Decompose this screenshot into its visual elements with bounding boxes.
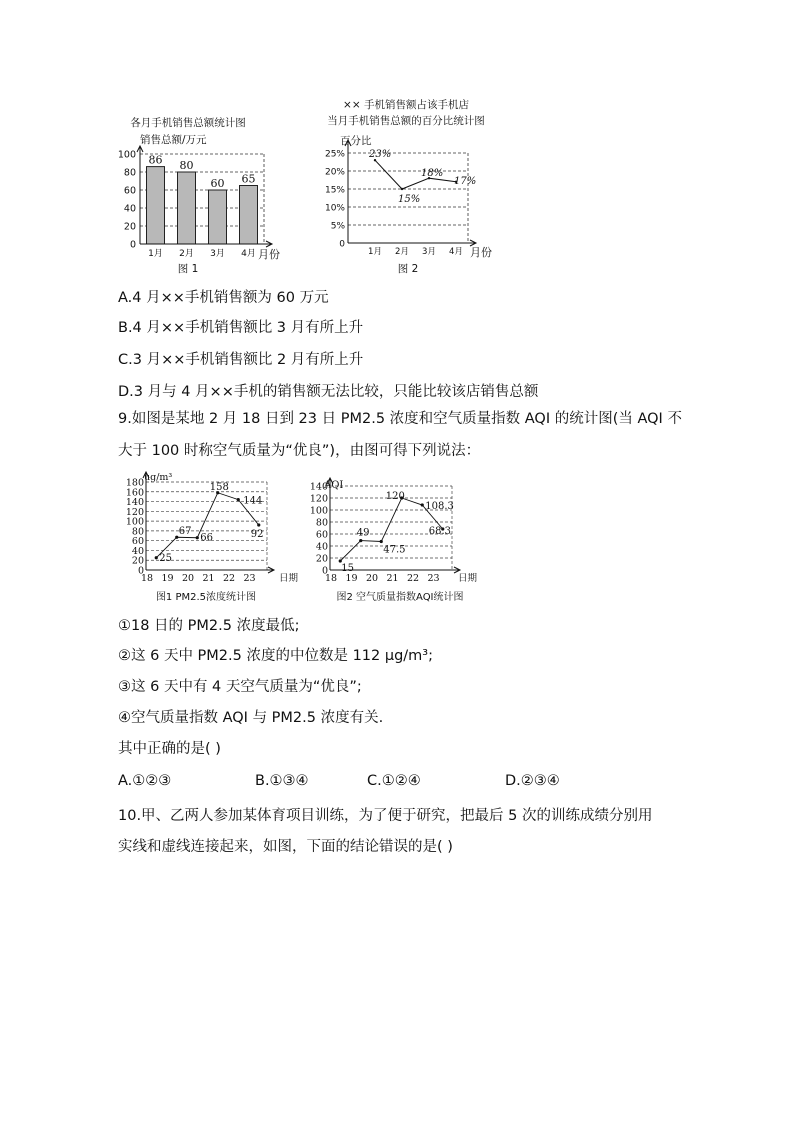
figure-caption: 图2 空气质量指数AQI统计图 <box>336 592 464 603</box>
q10-stem-line1: 10.甲、乙两人参加某体育项目训练，为了便于研究，把最后 5 次的训练成绩分别用 <box>118 808 653 824</box>
chart-title-line1: ×× 手机销售额占该手机店 <box>343 99 469 111</box>
data-label: 144 <box>243 495 263 507</box>
x-tick-label: 3月 <box>422 247 436 257</box>
q9-option-b: B.①③④ <box>255 773 309 789</box>
percentage-line-chart <box>318 96 500 276</box>
data-point <box>359 539 362 542</box>
data-label: 23% <box>369 149 392 161</box>
pm25-line-chart <box>125 469 302 605</box>
data-label: 17% <box>454 175 477 187</box>
data-point <box>257 523 260 526</box>
data-point <box>421 503 424 506</box>
y-tick-label: 20 <box>123 221 136 233</box>
q9-statement-1: ①18 日的 PM2.5 浓度最低; <box>118 618 300 634</box>
data-label: 15% <box>398 194 421 205</box>
y-tick-label: 180 <box>125 477 144 489</box>
y-axis-label: ug/m³ <box>144 472 173 483</box>
y-tick-label: 0 <box>321 565 328 577</box>
x-tick-label: 23 <box>243 573 256 584</box>
x-axis-label: 日期 <box>458 573 478 584</box>
x-tick-label: 19 <box>345 573 358 584</box>
bar-value-label: 80 <box>179 159 194 172</box>
aqi-line-chart <box>310 472 490 606</box>
bar-value-label: 86 <box>148 153 163 167</box>
x-tick-label: 20 <box>365 573 379 584</box>
y-tick-label: 60 <box>131 536 144 548</box>
y-tick-label: 140 <box>309 481 328 493</box>
y-tick-label: 15% <box>324 185 345 196</box>
x-tick-label: 1月 <box>148 249 163 259</box>
q9-stem-line2: 大于 100 时称空气质量为“优良”)，由图可得下列说法： <box>118 443 481 459</box>
x-tick-label: 1月 <box>368 247 382 257</box>
bar <box>240 186 258 245</box>
data-label: 49 <box>356 527 370 539</box>
y-axis-label: 百分比 <box>340 135 372 147</box>
data-label: 108.3 <box>425 501 454 513</box>
data-label: 68.3 <box>428 526 452 538</box>
y-tick-label: 120 <box>309 493 328 505</box>
bar <box>147 167 165 244</box>
y-tick-label: 140 <box>125 497 144 509</box>
y-tick-label: 60 <box>123 185 136 197</box>
data-label: 18% <box>421 168 444 180</box>
chart-title-line2: 当月手机销售总额的百分比统计图 <box>327 115 485 127</box>
y-tick-label: 5% <box>330 221 345 232</box>
x-tick-label: 4月 <box>241 249 256 259</box>
y-tick-label: 20% <box>324 167 345 178</box>
q9-statement-3: ③这 6 天中有 4 天空气质量为“优良”; <box>118 679 362 695</box>
q9-option-c: C.①②④ <box>367 773 421 789</box>
x-axis-label: 月份 <box>470 246 492 259</box>
data-label: 92 <box>250 529 264 541</box>
y-tick-label: 20 <box>315 553 328 565</box>
x-tick-label: 22 <box>406 573 420 584</box>
y-tick-label: 40 <box>315 541 328 553</box>
y-axis-label: 销售总额/万元 <box>140 134 207 146</box>
data-point <box>237 498 240 501</box>
y-tick-label: 80 <box>315 517 328 529</box>
x-tick-label: 21 <box>386 573 399 584</box>
q8-option-d: D.3 月与 4 月××手机的销售额无法比较，只能比较该店销售总额 <box>118 384 539 400</box>
chart-title: 各月手机销售总额统计图 <box>130 117 246 129</box>
y-tick-label: 0 <box>129 239 136 251</box>
y-tick-label: 40 <box>123 203 136 215</box>
q9-statement-4: ④空气质量指数 AQI 与 PM2.5 浓度有关. <box>118 710 384 726</box>
q8-option-b: B.4 月××手机销售额比 3 月有所上升 <box>118 320 364 336</box>
q9-statement-2: ②这 6 天中 PM2.5 浓度的中位数是 112 μg/m³; <box>118 648 434 664</box>
figure-caption: 图1 PM2.5浓度统计图 <box>155 592 257 603</box>
x-tick-label: 4月 <box>449 247 463 257</box>
series-line <box>375 160 456 189</box>
data-point <box>155 556 158 559</box>
y-tick-label: 100 <box>309 505 328 517</box>
y-tick-label: 120 <box>125 506 144 518</box>
y-tick-label: 10% <box>324 203 345 214</box>
q9-option-a: A.①②③ <box>118 773 172 789</box>
q8-option-a: A.4 月××手机销售额为 60 万元 <box>118 290 329 306</box>
bar-value-label: 60 <box>210 177 225 190</box>
y-tick-label: 0 <box>339 239 345 250</box>
data-label: 47.5 <box>383 544 406 556</box>
y-tick-label: 160 <box>125 487 144 499</box>
y-tick-label: 100 <box>117 149 136 161</box>
y-tick-label: 40 <box>131 545 144 557</box>
x-tick-label: 18 <box>324 573 338 584</box>
sales-bar-chart <box>110 110 290 275</box>
bar <box>209 190 227 244</box>
data-point <box>196 536 199 539</box>
x-axis-label: 月份 <box>258 248 280 261</box>
y-tick-label: 80 <box>123 167 136 179</box>
y-axis-label: AQI <box>324 480 344 491</box>
y-tick-label: 80 <box>131 526 144 538</box>
y-tick-label: 25% <box>324 149 345 160</box>
data-label: 25 <box>159 552 172 564</box>
q10-stem-line2: 实线和虚线连接起来，如图，下面的结论错误的是( ) <box>118 839 453 855</box>
q9-option-d: D.②③④ <box>505 773 560 789</box>
q8-option-c: C.3 月××手机销售额比 2 月有所上升 <box>118 352 364 368</box>
bar-value-label: 65 <box>241 172 256 186</box>
figure-caption: 图 1 <box>177 263 199 275</box>
x-tick-label: 2月 <box>395 247 409 257</box>
x-tick-label: 20 <box>181 573 195 584</box>
figure-caption: 图 2 <box>397 263 419 275</box>
data-point <box>401 188 403 190</box>
y-tick-label: 0 <box>137 565 144 577</box>
y-tick-label: 20 <box>131 555 144 567</box>
x-tick-label: 2月 <box>179 249 194 259</box>
x-tick-label: 23 <box>427 573 440 584</box>
q9-stem-line1: 9.如图是某地 2 月 18 日到 23 日 PM2.5 浓度和空气质量指数 AQI 的统计图(当 AQI 不 <box>118 411 682 427</box>
data-label: 158 <box>209 481 229 493</box>
y-tick-label: 100 <box>125 516 144 528</box>
data-label: 66 <box>200 532 213 544</box>
y-tick-label: 60 <box>315 529 328 541</box>
x-tick-label: 22 <box>222 573 236 584</box>
bar <box>178 172 196 244</box>
x-axis-label: 日期 <box>279 573 299 584</box>
x-tick-label: 18 <box>140 573 154 584</box>
data-label: 67 <box>178 526 192 538</box>
x-tick-label: 3月 <box>210 249 225 259</box>
data-label: 15 <box>341 563 354 574</box>
data-label: 120 <box>385 491 405 502</box>
data-point <box>380 540 383 543</box>
x-tick-label: 19 <box>161 573 174 584</box>
q9-question: 其中正确的是( ) <box>118 741 221 757</box>
x-tick-label: 21 <box>202 573 215 584</box>
